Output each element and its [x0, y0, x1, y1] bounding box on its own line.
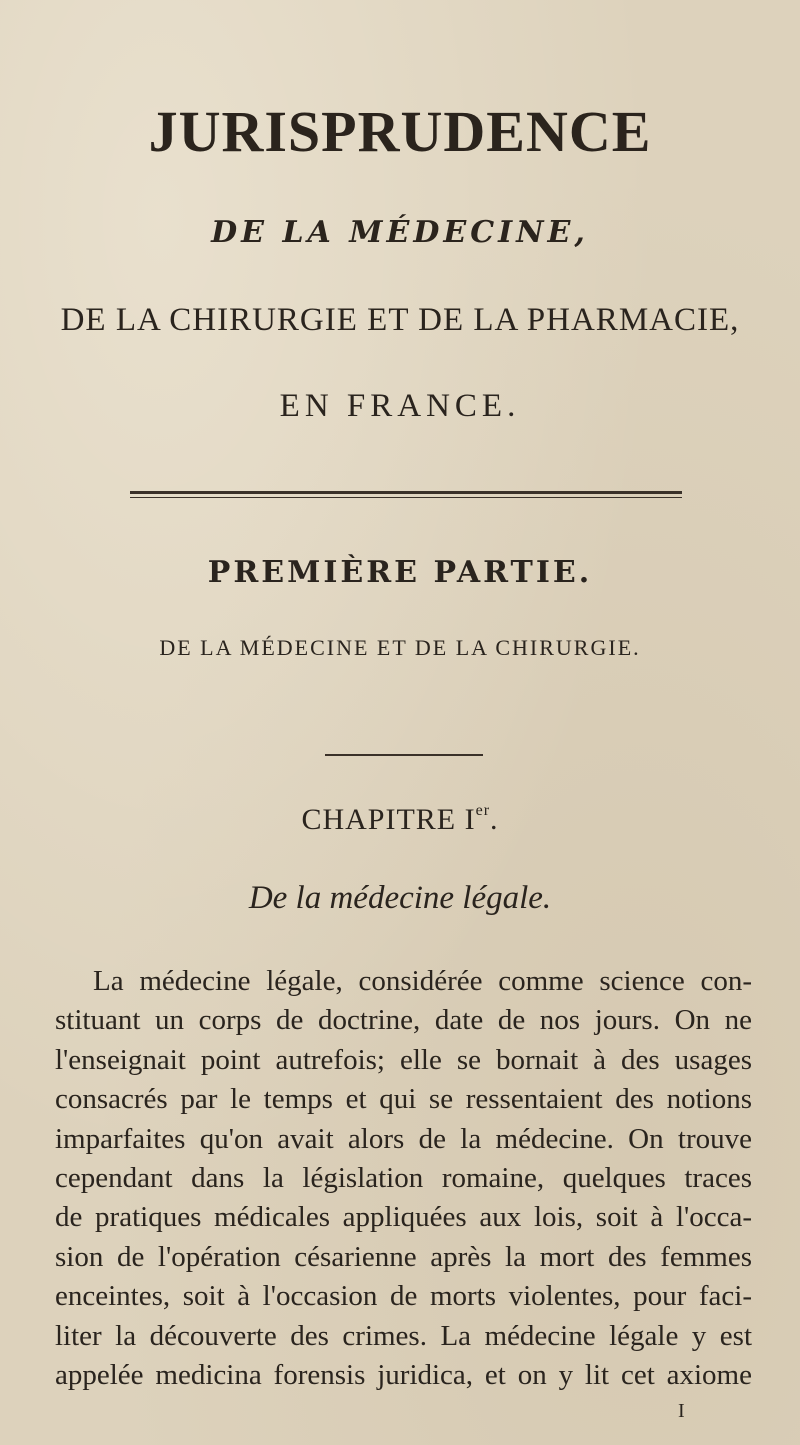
body-line: stituant un corps de doctrine, date de nos jours. On ne: [55, 1004, 752, 1037]
chapter-label: CHAPITRE I: [301, 803, 476, 836]
body-line: appelée medicina forensis juridica, et on y lit cet axiome: [55, 1358, 752, 1391]
chapter-heading: [0, 802, 800, 837]
subtitle-line-2: DE LA CHIRURGIE ET DE LA PHARMACIE,: [60, 302, 740, 338]
subtitle-line-3: EN FRANCE.: [279, 388, 521, 424]
body-line: liter la découverte des crimes. La médecine légale y est: [55, 1319, 752, 1352]
body-line: sion de l'opération césarienne après la mort des femmes: [55, 1240, 752, 1273]
part-subtitle: DE LA MÉDECINE ET DE LA CHIRURGIE.: [159, 635, 641, 660]
short-rule-divider: [325, 754, 483, 756]
body-line: de pratiques médicales appliquées aux lois, soit à l'occa-: [55, 1201, 752, 1234]
subtitle: DE LA MÉDECINE,: [211, 215, 589, 250]
body-line: l'enseignait point autrefois; elle se bornait à des usages: [55, 1043, 752, 1076]
part-title: PREMIÈRE PARTIE.: [207, 555, 593, 590]
body-line: enceintes, soit à l'occasion de morts violentes, pour faci-: [55, 1280, 752, 1313]
page-signature: I: [678, 1400, 685, 1422]
body-line: La médecine légale, considérée comme science con-: [93, 965, 752, 997]
body-line: cependant dans la législation romaine, quelques traces: [55, 1161, 752, 1194]
body-paragraph: [55, 962, 752, 1395]
body-line: imparfaites qu'on avait alors de la médecine. On trouve: [55, 1122, 752, 1155]
body-line: consacrés par le temps et qui se ressentaient des notions: [55, 1083, 752, 1116]
double-rule-divider: [130, 491, 682, 498]
chapter-dot: .: [490, 803, 499, 836]
chapter-superscript: er: [475, 802, 491, 819]
main-title: JURISPRUDENCE: [148, 99, 652, 164]
section-title: De la médecine légale.: [248, 880, 552, 916]
